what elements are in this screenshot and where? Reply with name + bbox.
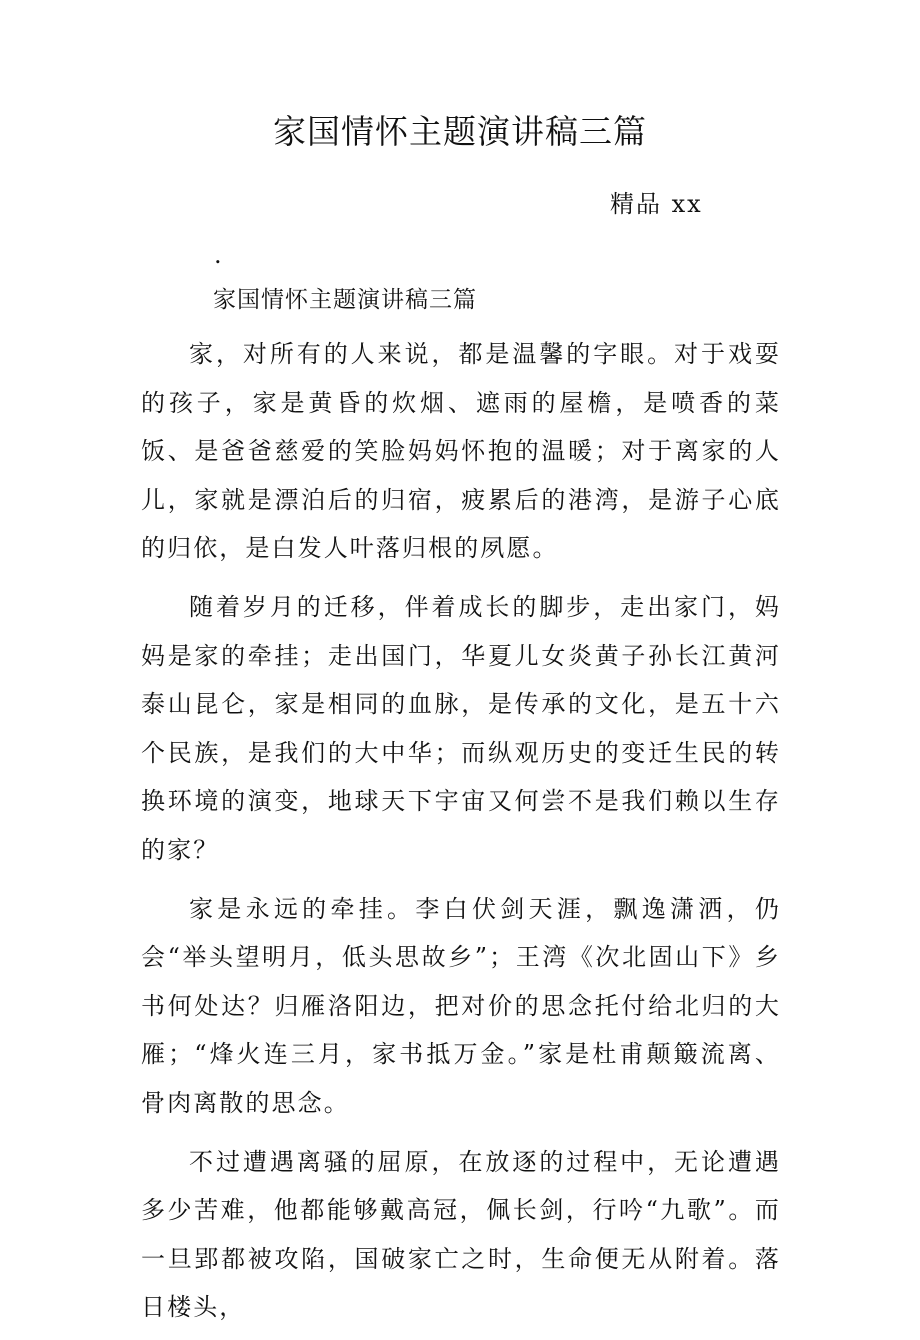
document-body <box>141 280 781 1340</box>
stray-dot: . <box>214 241 222 269</box>
paragraph-2: 随着岁月的迁移，伴着成长的脚步，走出家门，妈妈是家的牵挂；走出国门，华夏儿女炎黄子孙长江黄河泰山昆仑，家是相同的血脉，是传承的文化，是五十六个民族，是我们的大中华；而纵观历史的变迁生民的转换环境的演变，地球天下宇宙又何尝不是我们赖以生存的家？ <box>141 592 781 864</box>
section-heading: 家国情怀主题演讲稿三篇 <box>213 287 477 313</box>
paragraph-3: 家是永远的牵挂。李白伏剑天涯，飘逸潇洒，仍会“举头望明月，低头思故乡”；王湾《次北固山下》乡书何处达？归雁洛阳边，把对价的思念托付给北归的大雁；“烽火连三月，家书抵万金。”家是杜甫颠簸流离、骨肉离散的思念。 <box>141 894 781 1117</box>
paragraph-1: 家，对所有的人来说，都是温馨的字眼。对于戏耍的孩子，家是黄昏的炊烟、遮雨的屋檐，是喷香的菜饭、是爸爸慈爱的笑脸妈妈怀抱的温暖；对于离家的人儿，家就是漂泊后的归宿，疲累后的港湾，是游子心底的归依，是白发人叶落归根的夙愿。 <box>141 340 781 563</box>
author-line: 精品 xx <box>610 190 703 218</box>
document-title: 家国情怀主题演讲稿三篇 <box>273 112 647 151</box>
paragraph-4: 不过遭遇离骚的屈原，在放逐的过程中，无论遭遇多少苦难，他都能够戴高冠，佩长剑，行吟“九歌”。而一旦郢都被攻陷，国破家亡之时，生命便无从附着。落日楼头， <box>141 1147 781 1322</box>
